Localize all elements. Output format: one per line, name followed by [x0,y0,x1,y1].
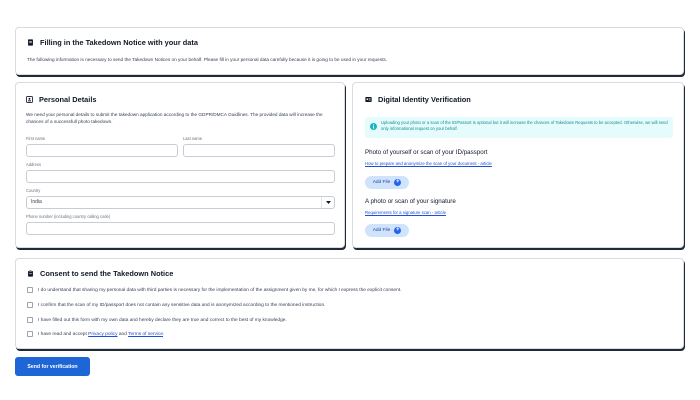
first-name-label: First name [26,136,46,141]
add-file-label: Add File [372,228,391,233]
consent-text-3: I have filled out this form with my own data and hereby declare they are true and correct to the best of my knowledge. [38,317,287,323]
intro-title: Filling in the Takedown Notice with your data [40,38,198,47]
country-label: Country [26,188,41,193]
first-name-input[interactable] [26,144,178,157]
consent-text-2: I confirm that the scan of my ID/passport does not contain any sensitive data and is anonymized according to the mentioned instruction. [38,302,326,308]
consent-checkbox-1[interactable] [27,287,33,293]
consent-title: Consent to send the Takedown Notice [40,269,174,278]
last-name-label: Last name [183,136,203,141]
intro-card [15,27,684,75]
id-card-icon [26,96,33,103]
clipboard-icon [27,270,34,277]
personal-title: Personal Details [39,95,97,104]
identity-title: Digital Identity Verification [378,95,471,104]
last-name-input[interactable] [183,144,335,157]
consent-item-1[interactable] [27,287,401,293]
consent-checkbox-4[interactable] [27,331,33,337]
address-input[interactable] [26,170,335,183]
consent-checkbox-2[interactable] [27,302,33,308]
phone-input[interactable] [26,222,335,235]
document-icon [27,39,34,46]
consent-checkbox-3[interactable] [27,317,33,323]
country-value: India [31,199,42,206]
plus-icon: + [396,179,400,185]
photo-heading: Photo of yourself or scan of your ID/passport [365,149,488,156]
identity-info-box [365,117,673,138]
consent-text-4-and: and [118,331,127,337]
personal-details-card [15,82,345,248]
country-select[interactable] [26,196,335,209]
photo-article-link[interactable]: How to prepare and anonymize the scan of your document - article [365,161,492,166]
personal-title-row [26,95,97,104]
signature-heading: A photo or scan of your signature [365,198,456,205]
address-label: Address [26,162,42,167]
phone-label: Phone number (including country calling code) [26,214,111,219]
id-badge-icon [365,96,372,103]
consent-text-1: I do understand that sharing my personal data with third parties is necessary for the implementation of the assignment given by me, for which I express the explicit consent. [38,287,402,293]
identity-info-text: Uploading your photo or a scan of the ID/Passort is optional but it will increase the chances of Takedown Requests to be accepted. Otherwise, we will send only informational request on your behalf. [381,120,668,131]
send-for-verification-button[interactable]: Send for verification [15,357,90,376]
identity-card [352,82,684,248]
consent-item-3[interactable] [27,317,287,323]
consent-text-4-prefix: I have read and accept [38,331,87,337]
consent-title-row [27,269,173,278]
signature-article-link[interactable]: Requirements for a signature scan - article [365,210,446,215]
terms-of-service-link[interactable]: Terms of service [128,331,164,337]
add-file-button-signature[interactable] [365,224,409,237]
add-file-label: Add File [372,180,391,185]
chevron-down-icon[interactable] [321,197,334,208]
privacy-policy-link[interactable]: Privacy policy [88,331,118,337]
add-file-button-id[interactable] [365,176,409,189]
consent-text-4 [38,332,164,337]
consent-card [15,258,684,349]
plus-icon: + [396,227,400,233]
intro-title-row [27,38,198,47]
consent-text-4-suffix: . [163,331,165,337]
personal-text: We need your personal details to submit the takedown application according to the GDPR/DMCA Guidlines. The provided data will increase the chances of a successfull photo takedown. [26,112,323,124]
consent-item-4[interactable] [27,331,164,337]
intro-text: The following information is necessary to send the Takedown Notices on your behalf. Please fill in your personal data carefully because it is going to be used in your requests. [27,57,388,62]
info-icon [370,123,377,130]
identity-title-row [365,95,471,104]
consent-item-2[interactable] [27,302,325,308]
